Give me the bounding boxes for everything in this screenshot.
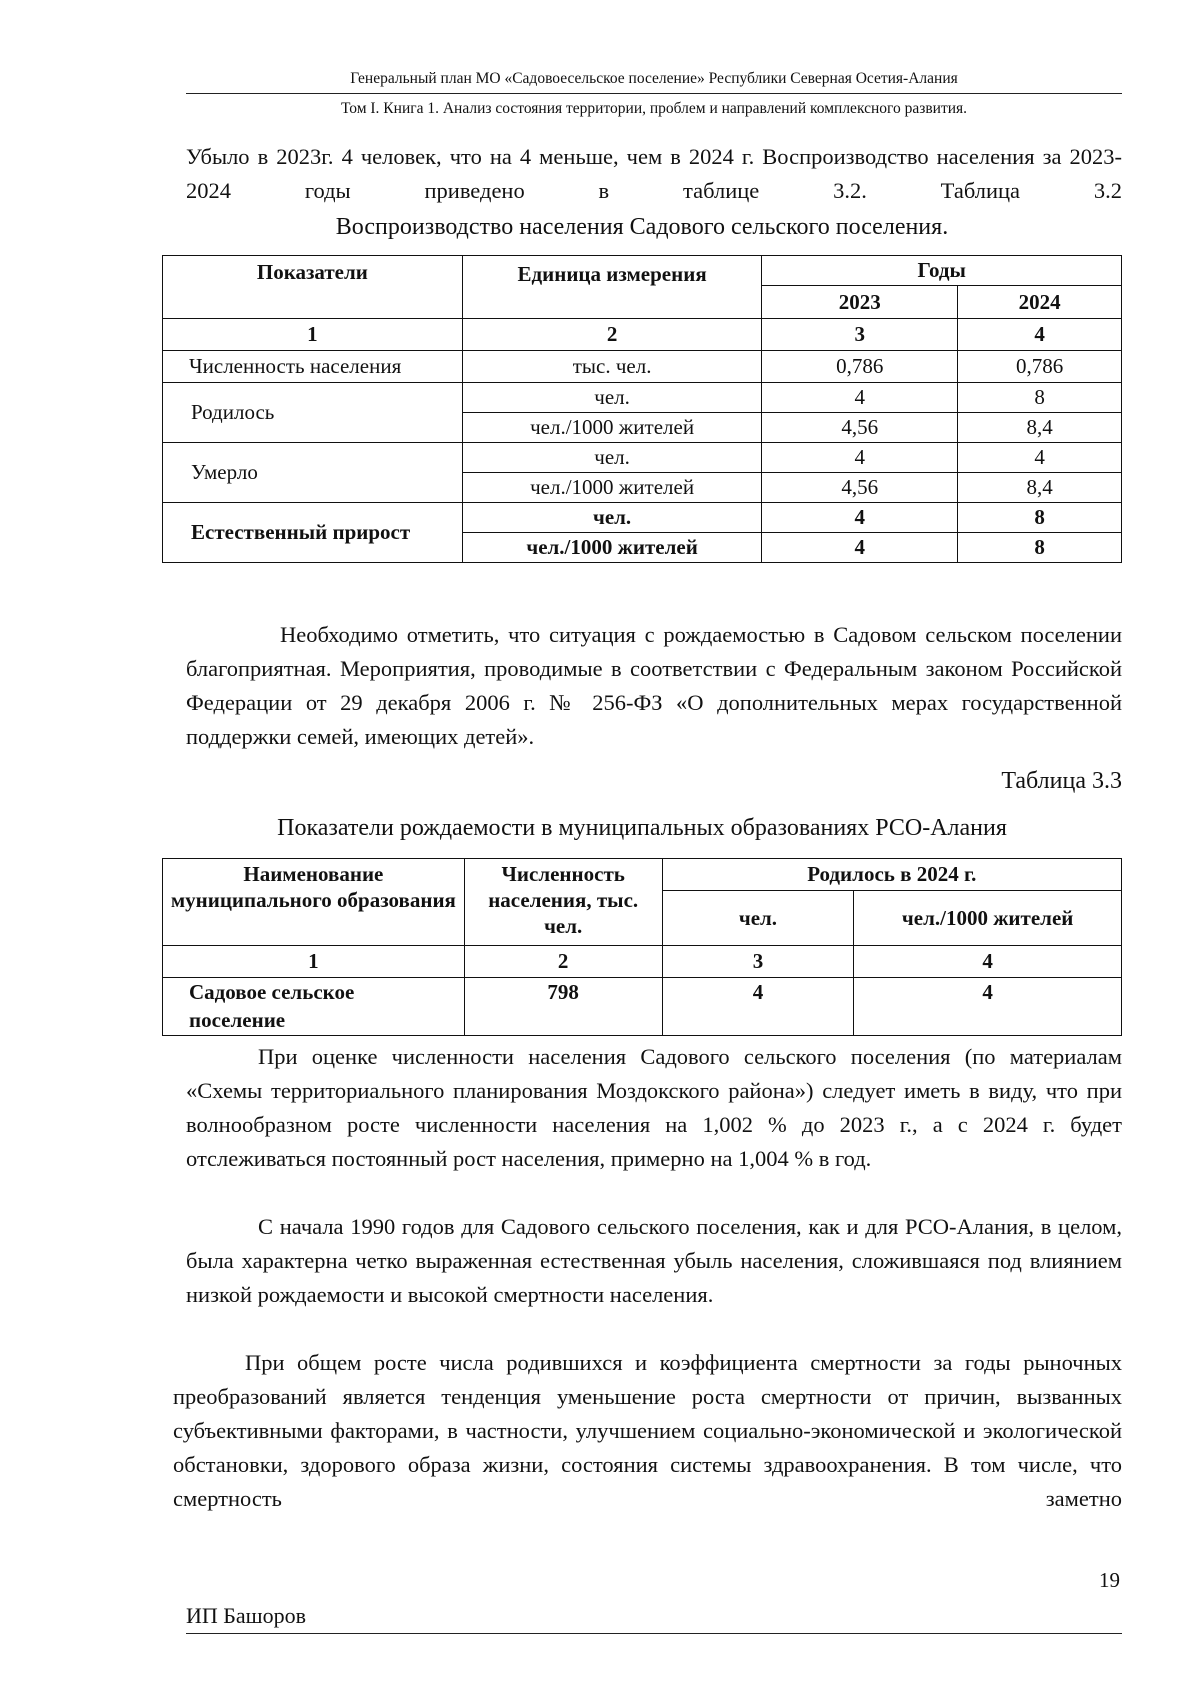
growth-2024-2: 8	[958, 533, 1122, 563]
page-number: 19	[1099, 1568, 1120, 1592]
paragraph-mortality-trend: При общем росте числа родившихся и коэффициента смертности за годы рыночных преобразований является тенденция уменьшение роста смертности от причин, вызванных субъективными факторами, в частности, улучшением социально-экономической и экологической обстановки, здорового образа жизни, состояния системы здравоохранения. В том числе, что смертность заметно	[173, 1350, 1122, 1511]
deaths-2023-1: 4	[762, 443, 958, 473]
page-header	[186, 68, 1122, 120]
paragraph-population-estimate: При оценке численности населения Садового сельского поселения (по материалам «Схемы территориального планирования Моздокского района») следует иметь в виду, что при волнообразном росте численности населения на 1,002 % до 2023 г., а с 2024 г. будет отслеживаться постоянный рост населения, примерно на 1,004 % в год.	[186, 1044, 1122, 1171]
col-num-2: 2	[464, 946, 662, 978]
municipality-population: 798	[464, 978, 662, 1036]
deaths-2024-1: 4	[958, 443, 1122, 473]
col-num-3: 3	[662, 946, 854, 978]
population-label: Численность населения	[163, 351, 463, 383]
births-2023-2: 4,56	[762, 413, 958, 443]
paragraph-natural-decline: С начала 1990 годов для Садового сельского поселения, как и для РСО-Алания, в целом, была характерна четко выраженная естественная убыль населения, сложившаяся под влиянием низкой рождаемости и высокой смертности населения.	[186, 1214, 1122, 1307]
births-label: Родилось	[163, 383, 463, 443]
growth-unit-1: чел.	[462, 503, 762, 533]
births-2024-1: 8	[958, 383, 1122, 413]
table2-label: Таблица 3.3	[1001, 768, 1122, 794]
header-persons: чел.	[662, 891, 854, 946]
col-num-1: 1	[163, 319, 463, 351]
population-2023: 0,786	[762, 351, 958, 383]
deaths-unit-1: чел.	[462, 443, 762, 473]
growth-label: Естественный прирост	[163, 503, 463, 563]
reproduction-table	[162, 255, 1122, 563]
header-per1000: чел./1000 жителей	[854, 891, 1122, 946]
col-num-3: 3	[762, 319, 958, 351]
header-subtitle: Том I. Книга 1. Анализ состояния территории, проблем и направлений комплексного развития.	[340, 100, 968, 117]
table-row	[163, 383, 1122, 413]
births-2024-2: 8,4	[958, 413, 1122, 443]
deaths-label: Умерло	[163, 443, 463, 503]
table1-title: Воспроизводство населения Садового сельского поселения.	[335, 214, 949, 240]
col-num-1: 1	[163, 946, 465, 978]
population-2024: 0,786	[958, 351, 1122, 383]
growth-2023-1: 4	[762, 503, 958, 533]
deaths-unit-2: чел./1000 жителей	[462, 473, 762, 503]
births-unit-1: чел.	[462, 383, 762, 413]
col-num-2: 2	[462, 319, 762, 351]
header-2023: 2023	[762, 286, 958, 319]
municipality-name: Садовое сельское поселение	[163, 978, 465, 1036]
header-born: Родилось в 2024 г.	[662, 859, 1121, 891]
col-num-4: 4	[958, 319, 1122, 351]
intro-paragraph: Убыло в 2023г. 4 человек, что на 4 меньше, чем в 2024 г. Воспроизводство населения за 2023-2024 годы приведено в таблице 3.2. Таблица 3.2	[186, 144, 1122, 203]
growth-2024-1: 8	[958, 503, 1122, 533]
birth-rate-table	[162, 858, 1122, 1036]
table-row	[163, 351, 1122, 383]
header-municipality: Наименование муниципального образования	[163, 859, 465, 946]
col-num-4: 4	[854, 946, 1122, 978]
municipality-persons: 4	[662, 978, 854, 1036]
paragraph-birth-situation: Необходимо отметить, что ситуация с рождаемостью в Садовом сельском поселении благоприятная. Мероприятия, проводимые в соответствии с Федеральным законом Российской Федерации от 29 декабря 2006 г. № 256-ФЗ «О дополнительных мерах государственной поддержки семей, имеющих детей».	[186, 622, 1122, 749]
header-indicator: Показатели	[163, 256, 463, 319]
header-2024: 2024	[958, 286, 1122, 319]
footer-author: ИП Башоров	[186, 1603, 1122, 1634]
growth-unit-2: чел./1000 жителей	[462, 533, 762, 563]
table2-title: Показатели рождаемости в муниципальных образованиях РСО-Алания	[277, 815, 1007, 841]
header-unit: Единица измерения	[462, 256, 762, 319]
table-row	[163, 978, 1122, 1036]
table-row	[163, 503, 1122, 533]
deaths-2023-2: 4,56	[762, 473, 958, 503]
header-years: Годы	[762, 256, 1122, 286]
table-row	[163, 443, 1122, 473]
header-population: Численность населения, тыс. чел.	[464, 859, 662, 946]
header-title: Генеральный план МО «Садовоесельское поселение» Республики Северная Осетия-Алания	[186, 68, 1122, 94]
population-unit: тыс. чел.	[462, 351, 762, 383]
growth-2023-2: 4	[762, 533, 958, 563]
municipality-per1000: 4	[854, 978, 1122, 1036]
deaths-2024-2: 8,4	[958, 473, 1122, 503]
births-2023-1: 4	[762, 383, 958, 413]
births-unit-2: чел./1000 жителей	[462, 413, 762, 443]
